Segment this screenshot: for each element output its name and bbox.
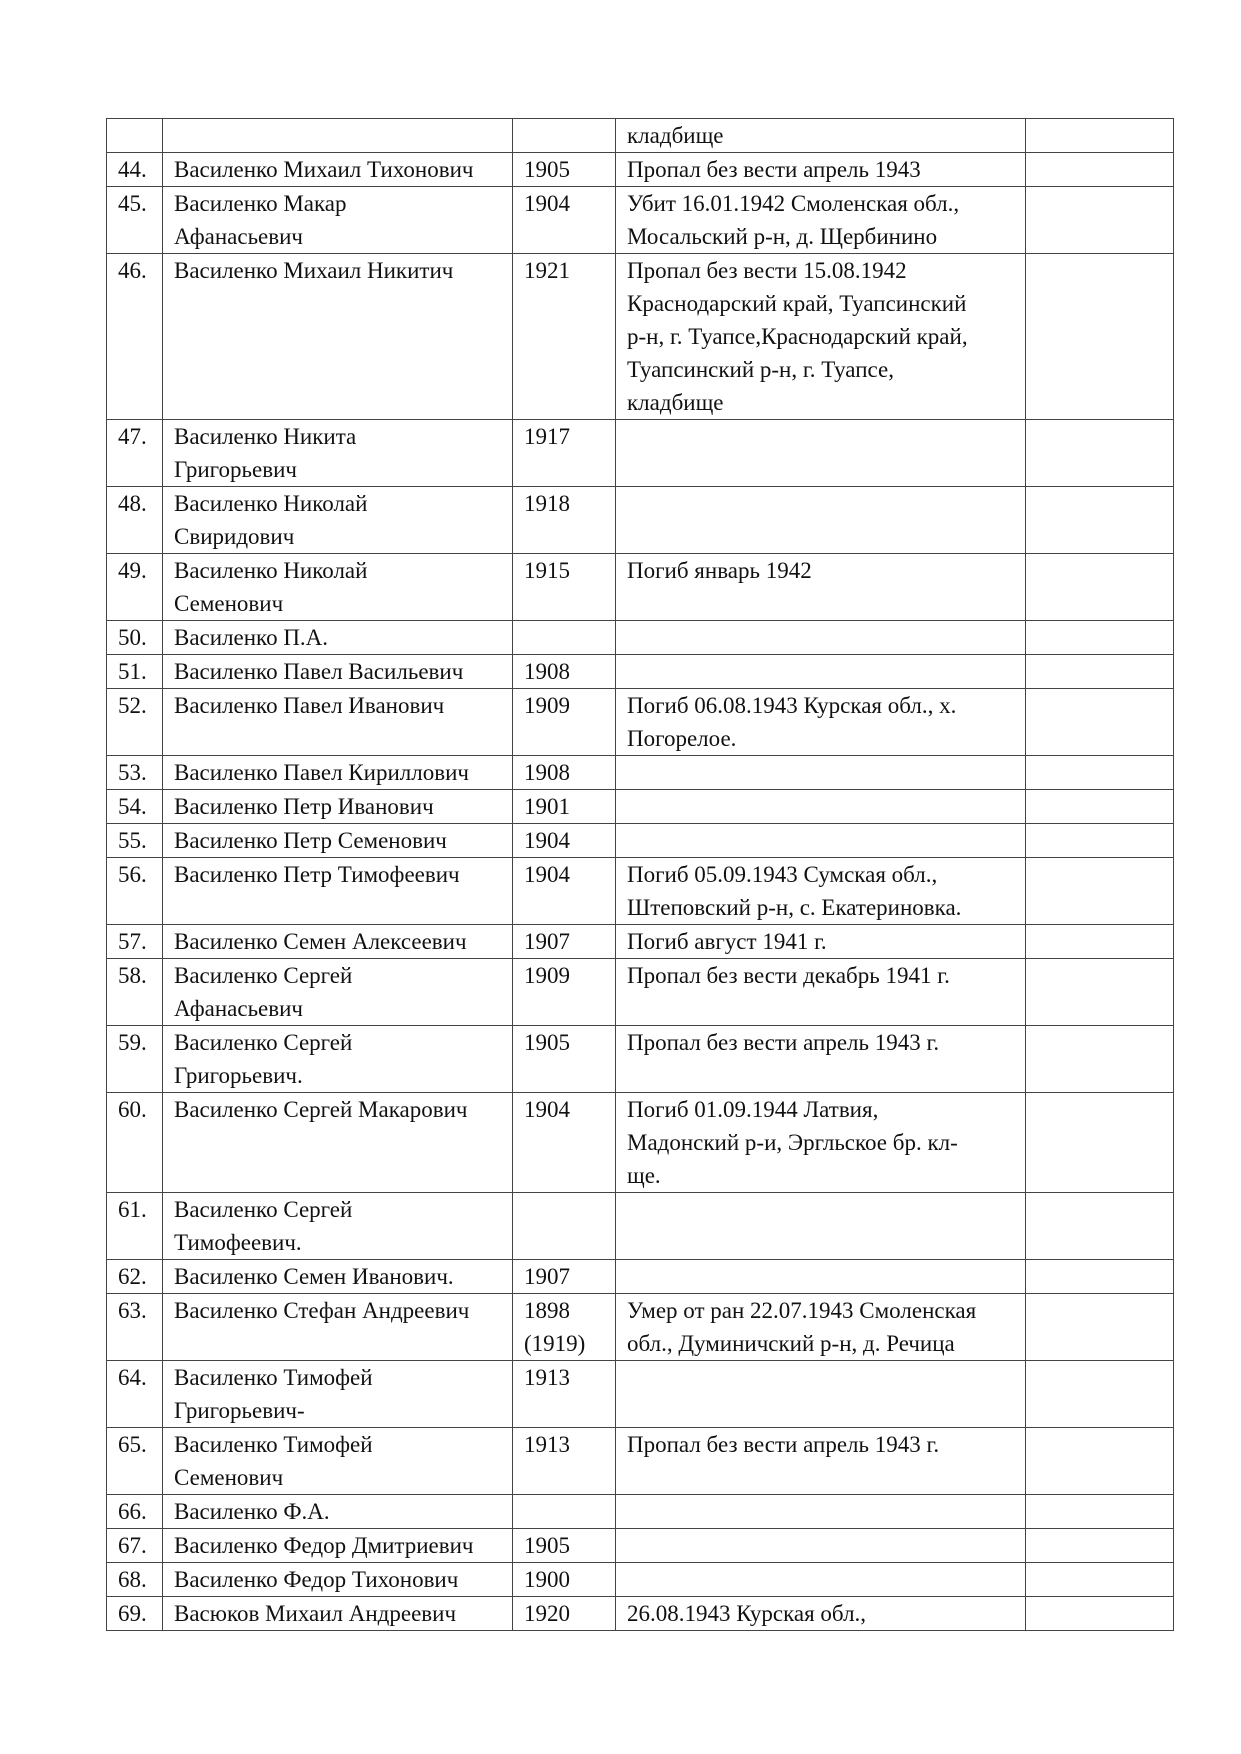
note-cell	[1026, 1193, 1174, 1260]
row-number-cell: 62.	[107, 1260, 163, 1294]
name-cell: Василенко Сергей Тимофеевич.	[163, 1193, 513, 1260]
fate-cell: Пропал без вести декабрь 1941 г.	[616, 959, 1026, 1026]
fate-cell	[616, 824, 1026, 858]
table-row	[107, 689, 1174, 756]
table-row	[107, 824, 1174, 858]
note-cell	[1026, 959, 1174, 1026]
fate-cell	[616, 1361, 1026, 1428]
fate-cell: Погиб 01.09.1944 Латвия, Мадонский р-и, Эргльское бр. кл- ще.	[616, 1093, 1026, 1193]
fate-cell	[616, 1260, 1026, 1294]
note-cell	[1026, 119, 1174, 153]
name-cell: Василенко Семен Алексеевич	[163, 925, 513, 959]
row-number-cell: 64.	[107, 1361, 163, 1428]
table-row	[107, 420, 1174, 487]
table-row	[107, 925, 1174, 959]
fate-cell	[616, 756, 1026, 790]
fate-cell: Убит 16.01.1942 Смоленская обл., Мосальский р-н, д. Щербинино	[616, 187, 1026, 254]
name-cell: Василенко Николай Семенович	[163, 554, 513, 621]
fate-cell	[616, 1495, 1026, 1529]
row-number-cell: 60.	[107, 1093, 163, 1193]
table-row	[107, 554, 1174, 621]
row-number-cell: 57.	[107, 925, 163, 959]
birth-year-cell: 1904	[513, 858, 616, 925]
fate-cell	[616, 1563, 1026, 1597]
note-cell	[1026, 254, 1174, 420]
row-number-cell: 53.	[107, 756, 163, 790]
row-number-cell: 56.	[107, 858, 163, 925]
row-number-cell: 63.	[107, 1294, 163, 1361]
row-number-cell: 47.	[107, 420, 163, 487]
name-cell: Василенко Тимофей Григорьевич-	[163, 1361, 513, 1428]
birth-year-cell: 1900	[513, 1563, 616, 1597]
fate-cell: Погиб 06.08.1943 Курская обл., х. Погорелое.	[616, 689, 1026, 756]
fate-cell: кладбище	[616, 119, 1026, 153]
fate-cell	[616, 1193, 1026, 1260]
table-row	[107, 119, 1174, 153]
name-cell: Василенко Макар Афанасьевич	[163, 187, 513, 254]
birth-year-cell: 1909	[513, 689, 616, 756]
note-cell	[1026, 655, 1174, 689]
note-cell	[1026, 1529, 1174, 1563]
note-cell	[1026, 420, 1174, 487]
row-number-cell: 52.	[107, 689, 163, 756]
name-cell: Василенко Николай Свиридович	[163, 487, 513, 554]
birth-year-cell: 1909	[513, 959, 616, 1026]
note-cell	[1026, 621, 1174, 655]
birth-year-cell: 1908	[513, 655, 616, 689]
row-number-cell: 65.	[107, 1428, 163, 1495]
fate-cell: Пропал без вести апрель 1943 г.	[616, 1026, 1026, 1093]
fate-cell	[616, 621, 1026, 655]
birth-year-cell: 1905	[513, 1529, 616, 1563]
name-cell: Василенко Петр Тимофеевич	[163, 858, 513, 925]
birth-year-cell: 1921	[513, 254, 616, 420]
name-cell: Василенко Петр Иванович	[163, 790, 513, 824]
row-number-cell: 58.	[107, 959, 163, 1026]
table-row	[107, 487, 1174, 554]
table-row	[107, 858, 1174, 925]
note-cell	[1026, 1093, 1174, 1193]
row-number-cell: 66.	[107, 1495, 163, 1529]
name-cell: Василенко Сергей Григорьевич.	[163, 1026, 513, 1093]
records-table	[106, 118, 1174, 1631]
row-number-cell: 55.	[107, 824, 163, 858]
note-cell	[1026, 790, 1174, 824]
fate-cell: 26.08.1943 Курская обл.,	[616, 1597, 1026, 1631]
row-number-cell: 50.	[107, 621, 163, 655]
note-cell	[1026, 554, 1174, 621]
table-row	[107, 1495, 1174, 1529]
row-number-cell: 67.	[107, 1529, 163, 1563]
name-cell: Васюков Михаил Андреевич	[163, 1597, 513, 1631]
name-cell: Василенко Стефан Андреевич	[163, 1294, 513, 1361]
birth-year-cell	[513, 1495, 616, 1529]
note-cell	[1026, 187, 1174, 254]
table-row	[107, 790, 1174, 824]
note-cell	[1026, 1563, 1174, 1597]
birth-year-cell	[513, 621, 616, 655]
table-row	[107, 1294, 1174, 1361]
name-cell: Василенко Павел Кириллович	[163, 756, 513, 790]
table-row	[107, 655, 1174, 689]
table-row	[107, 1529, 1174, 1563]
note-cell	[1026, 1428, 1174, 1495]
fate-cell: Погиб январь 1942	[616, 554, 1026, 621]
name-cell	[163, 119, 513, 153]
row-number-cell: 51.	[107, 655, 163, 689]
row-number-cell: 49.	[107, 554, 163, 621]
row-number-cell: 46.	[107, 254, 163, 420]
note-cell	[1026, 756, 1174, 790]
name-cell: Василенко Семен Иванович.	[163, 1260, 513, 1294]
birth-year-cell: 1907	[513, 925, 616, 959]
table-row	[107, 1260, 1174, 1294]
table-row	[107, 621, 1174, 655]
birth-year-cell: 1904	[513, 187, 616, 254]
name-cell: Василенко Петр Семенович	[163, 824, 513, 858]
note-cell	[1026, 1597, 1174, 1631]
note-cell	[1026, 1260, 1174, 1294]
note-cell	[1026, 1026, 1174, 1093]
birth-year-cell: 1905	[513, 1026, 616, 1093]
name-cell: Василенко Сергей Макарович	[163, 1093, 513, 1193]
birth-year-cell: 1918	[513, 487, 616, 554]
fate-cell	[616, 487, 1026, 554]
fate-cell	[616, 420, 1026, 487]
table-row	[107, 1361, 1174, 1428]
fate-cell	[616, 790, 1026, 824]
table-row	[107, 254, 1174, 420]
table-body	[107, 119, 1174, 1631]
fate-cell: Погиб август 1941 г.	[616, 925, 1026, 959]
fate-cell	[616, 655, 1026, 689]
fate-cell: Пропал без вести 15.08.1942 Краснодарский край, Туапсинский р-н, г. Туапсе,Краснодарский край, Туапсинский р-н, г. Туапсе, кладбище	[616, 254, 1026, 420]
note-cell	[1026, 153, 1174, 187]
row-number-cell	[107, 119, 163, 153]
birth-year-cell: 1904	[513, 1093, 616, 1193]
table-row	[107, 1193, 1174, 1260]
fate-cell: Погиб 05.09.1943 Сумская обл., Штеповский р-н, с. Екатериновка.	[616, 858, 1026, 925]
birth-year-cell: 1915	[513, 554, 616, 621]
table-row	[107, 756, 1174, 790]
fate-cell	[616, 1529, 1026, 1563]
name-cell: Василенко Ф.А.	[163, 1495, 513, 1529]
table-row	[107, 1093, 1174, 1193]
birth-year-cell: 1898 (1919)	[513, 1294, 616, 1361]
table-row	[107, 1428, 1174, 1495]
birth-year-cell: 1905	[513, 153, 616, 187]
note-cell	[1026, 1361, 1174, 1428]
row-number-cell: 68.	[107, 1563, 163, 1597]
row-number-cell: 69.	[107, 1597, 163, 1631]
note-cell	[1026, 1495, 1174, 1529]
note-cell	[1026, 824, 1174, 858]
name-cell: Василенко Никита Григорьевич	[163, 420, 513, 487]
birth-year-cell: 1904	[513, 824, 616, 858]
fate-cell: Умер от ран 22.07.1943 Смоленская обл., Думиничский р-н, д. Речица	[616, 1294, 1026, 1361]
table-row	[107, 1026, 1174, 1093]
table-row	[107, 187, 1174, 254]
birth-year-cell: 1901	[513, 790, 616, 824]
name-cell: Василенко Сергей Афанасьевич	[163, 959, 513, 1026]
birth-year-cell: 1920	[513, 1597, 616, 1631]
fate-cell: Пропал без вести апрель 1943	[616, 153, 1026, 187]
note-cell	[1026, 689, 1174, 756]
table-row	[107, 153, 1174, 187]
birth-year-cell: 1907	[513, 1260, 616, 1294]
row-number-cell: 59.	[107, 1026, 163, 1093]
note-cell	[1026, 925, 1174, 959]
row-number-cell: 44.	[107, 153, 163, 187]
name-cell: Василенко П.А.	[163, 621, 513, 655]
table-row	[107, 1563, 1174, 1597]
name-cell: Василенко Михаил Тихонович	[163, 153, 513, 187]
note-cell	[1026, 858, 1174, 925]
row-number-cell: 48.	[107, 487, 163, 554]
fate-cell: Пропал без вести апрель 1943 г.	[616, 1428, 1026, 1495]
row-number-cell: 45.	[107, 187, 163, 254]
birth-year-cell: 1913	[513, 1361, 616, 1428]
birth-year-cell	[513, 119, 616, 153]
birth-year-cell: 1917	[513, 420, 616, 487]
name-cell: Василенко Тимофей Семенович	[163, 1428, 513, 1495]
birth-year-cell: 1908	[513, 756, 616, 790]
name-cell: Василенко Федор Дмитриевич	[163, 1529, 513, 1563]
table-row	[107, 1597, 1174, 1631]
name-cell: Василенко Федор Тихонович	[163, 1563, 513, 1597]
row-number-cell: 54.	[107, 790, 163, 824]
birth-year-cell	[513, 1193, 616, 1260]
name-cell: Василенко Павел Васильевич	[163, 655, 513, 689]
table-row	[107, 959, 1174, 1026]
birth-year-cell: 1913	[513, 1428, 616, 1495]
row-number-cell: 61.	[107, 1193, 163, 1260]
note-cell	[1026, 487, 1174, 554]
name-cell: Василенко Павел Иванович	[163, 689, 513, 756]
note-cell	[1026, 1294, 1174, 1361]
name-cell: Василенко Михаил Никитич	[163, 254, 513, 420]
